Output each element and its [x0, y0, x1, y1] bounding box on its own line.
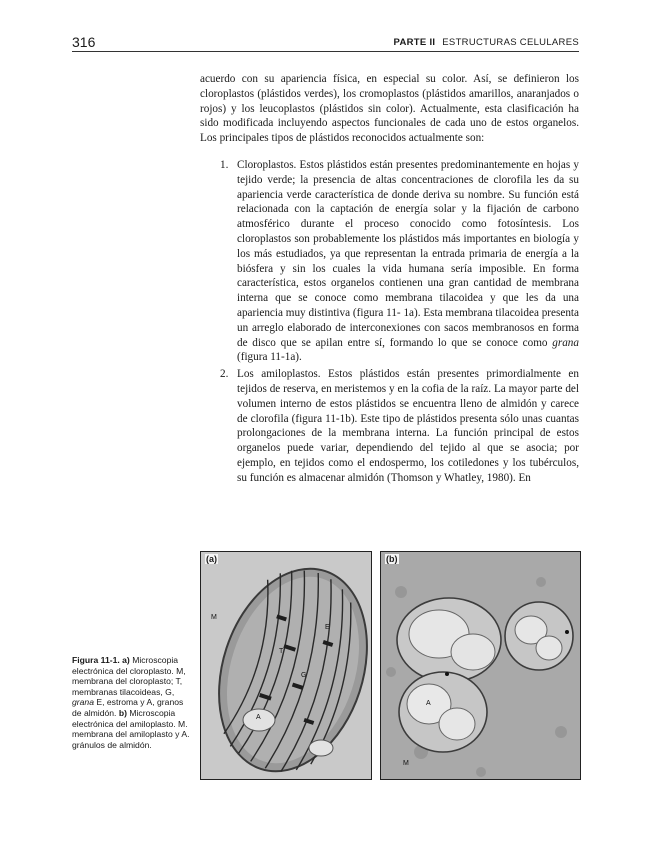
panel-b-label: (b) [386, 554, 398, 564]
list-item-text: Los amiloplastos. Estos plástidos están presentes primordialmente en tejidos de reserva, en meristemos y en la cofia de la raíz. La mayor parte del volumen interno de estos plástidos se encuentra lleno de almidón y carece de clorofila (figura 11-1b). Este tipo de plástidos presenta sólo unas cuantas prolongaciones de la membrana interna. La función principal de estos organelos puede variar, dependiendo del tejido al que se asocia; por ejemplo, en tejidos como el endospermo, los cotiledones y los tubérculos, su función es almacenar almidón (Thomson y Whatley, 1980). En [237, 368, 579, 484]
figure-caption [72, 655, 190, 750]
chloroplast-image [201, 552, 371, 779]
list-item-number: 1. [220, 158, 229, 171]
caption-a-text-end: E, estroma y A, granos de almidón. [72, 697, 184, 718]
caption-a-grana: grana [72, 697, 94, 708]
caption-b-text: Microscopia electrónica del amiloplasto. M. membrana del amiloplasto y A. gránulos de almidón. [72, 707, 190, 750]
header-rule [72, 51, 579, 52]
page-number: 316 [72, 34, 96, 50]
caption-a-text: Microscopia electrónica del cloroplasto. M, membrana del cloroplasto; T, membranas tilacoideas, G, [72, 655, 186, 697]
list-item-text: Cloroplastos. Estos plástidos están presentes predominantemente en hojas y tejido verde; la presencia de altas concentraciones de clorofila les da su apariencia verde característica de donde deriva su nombre. Su función está relacionada con la captación de energía solar y la fijación de carbono atmosférico durante el proceso conocido como fotosíntesis. Los cloroplastos son probablemente los plástidos más importantes en biología y los más estudiados, ya que representan la entrada primaria de energía a la biósfera y sin los cuales la vida humana sería imposible. En forma característica, estos organelos contienen una gran cantidad de membrana interna que se conoce como membrana tilacoidea y que les da una apariencia muy distintiva (figura 11- 1a). Esta membrana tilacoidea presenta un arreglo elaborado de interconexiones con sacos membranosos en forma de disco que se apilan entre sí, formando lo que se conoce como [237, 158, 579, 349]
intro-paragraph: acuerdo con su apariencia física, en especial su color. Así, se definieron los cloroplastos (plástidos verdes), los cromoplastos (plástidos amarillos, anaranjados o rojos) y los leucoplastos (plástidos sin color). Actualmente, esta clasificación ha sido modificada incluyendo aspectos funcionales de cada uno de estos organelos. Los principales tipos de plástidos reconocidos actualmente son: [200, 73, 579, 145]
caption-figure-label: Figura 11-1. [72, 655, 120, 665]
amyloplast-image [381, 552, 580, 779]
micrograph-amyloplast [380, 551, 581, 780]
running-head [394, 37, 579, 48]
running-head-section: ESTRUCTURAS CELULARES [442, 37, 579, 48]
caption-b-marker: b) [118, 707, 127, 718]
label-amyloplast-membrane: M [403, 760, 409, 767]
micrograph-chloroplast [200, 551, 372, 780]
list-item [200, 158, 579, 365]
list-item-number: 2. [220, 368, 229, 381]
label-grana: G [301, 672, 307, 679]
label-membrane: M [211, 614, 217, 621]
label-starch: A [256, 714, 261, 721]
label-thylakoid: T [279, 648, 284, 655]
label-stroma: E [325, 624, 330, 631]
panel-a-label: (a) [206, 554, 217, 564]
list-item-emphasis: grana [552, 336, 579, 349]
body-text [200, 72, 579, 488]
running-head-part: PARTE II [393, 37, 436, 48]
list-item [200, 367, 579, 485]
plastid-list [200, 158, 579, 486]
caption-a-marker: a) [122, 655, 130, 665]
label-amyloplast-starch: A [426, 700, 431, 707]
list-item-text-end: (figura 11-1a). [237, 351, 302, 364]
